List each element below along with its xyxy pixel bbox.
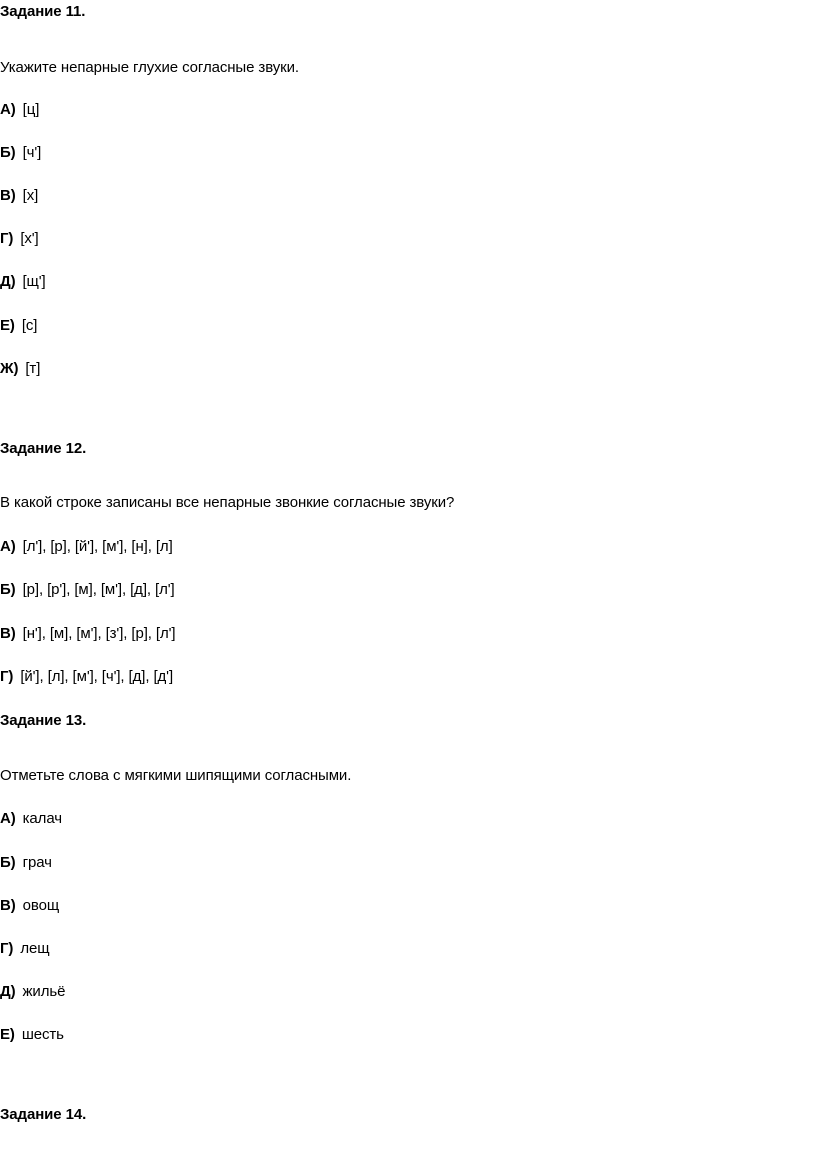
option-text: лещ (20, 940, 50, 957)
task-11-question: Укажите непарные глухие согласные звуки. (0, 59, 299, 76)
task-13-option-d (0, 939, 49, 959)
option-letter: В) (0, 625, 16, 642)
option-text: шесть (21, 1026, 64, 1043)
option-text: [ц] (22, 101, 40, 118)
task-12-option-b (0, 580, 175, 600)
option-text: [л'], [р], [й'], [м'], [н], [л] (22, 538, 173, 555)
option-letter: Г) (0, 940, 14, 957)
option-letter: Ж) (0, 360, 19, 377)
task-11-option-a (0, 100, 39, 120)
task-11-title: Задание 11. (0, 3, 86, 20)
task-11-option-b (0, 143, 41, 163)
option-text: [х] (22, 187, 39, 204)
task-12-option-a (0, 537, 173, 557)
option-letter: В) (0, 897, 16, 914)
option-letter: Е) (0, 317, 15, 334)
option-letter: Д) (0, 983, 16, 1000)
option-text: жильё (22, 983, 66, 1000)
option-letter: Г) (0, 230, 14, 247)
task-11-option-g (0, 359, 40, 379)
option-letter: А) (0, 101, 16, 118)
task-13-title: Задание 13. (0, 712, 87, 729)
task-13-option-f (0, 1025, 64, 1045)
task-12-option-d (0, 667, 173, 687)
option-text: грач (22, 854, 52, 871)
task-11-option-f (0, 316, 37, 336)
option-letter: Е) (0, 1026, 15, 1043)
option-text: [й'], [л], [м'], [ч'], [д], [д'] (20, 668, 174, 685)
task-11-option-d (0, 229, 39, 249)
option-text: калач (22, 810, 62, 827)
option-letter: Г) (0, 668, 14, 685)
option-text: [х'] (20, 230, 39, 247)
option-letter: Б) (0, 854, 16, 871)
option-letter: Б) (0, 144, 16, 161)
task-11-option-e (0, 272, 46, 292)
task-12-option-c (0, 624, 175, 644)
option-letter: Д) (0, 273, 16, 290)
task-13-question: Отметьте слова с мягкими шипящими согласными. (0, 767, 352, 784)
task-12-question: В какой строке записаны все непарные звонкие согласные звуки? (0, 494, 455, 511)
option-text: [р], [р'], [м], [м'], [д], [л'] (22, 581, 175, 598)
option-text: [щ'] (22, 273, 46, 290)
task-12-title: Задание 12. (0, 440, 87, 457)
option-text: овощ (22, 897, 60, 914)
task-13-option-c (0, 896, 59, 916)
option-letter: В) (0, 187, 16, 204)
task-11-option-c (0, 186, 38, 206)
option-text: [н'], [м], [м'], [з'], [р], [л'] (22, 625, 176, 642)
task-13-option-e (0, 982, 65, 1002)
option-text: [т] (25, 360, 41, 377)
task-13-option-a (0, 809, 62, 829)
option-text: [с] (21, 317, 38, 334)
option-letter: А) (0, 538, 16, 555)
task-13-option-b (0, 853, 52, 873)
task-14-title: Задание 14. (0, 1106, 87, 1123)
option-letter: Б) (0, 581, 16, 598)
option-text: [ч'] (22, 144, 42, 161)
option-letter: А) (0, 810, 16, 827)
